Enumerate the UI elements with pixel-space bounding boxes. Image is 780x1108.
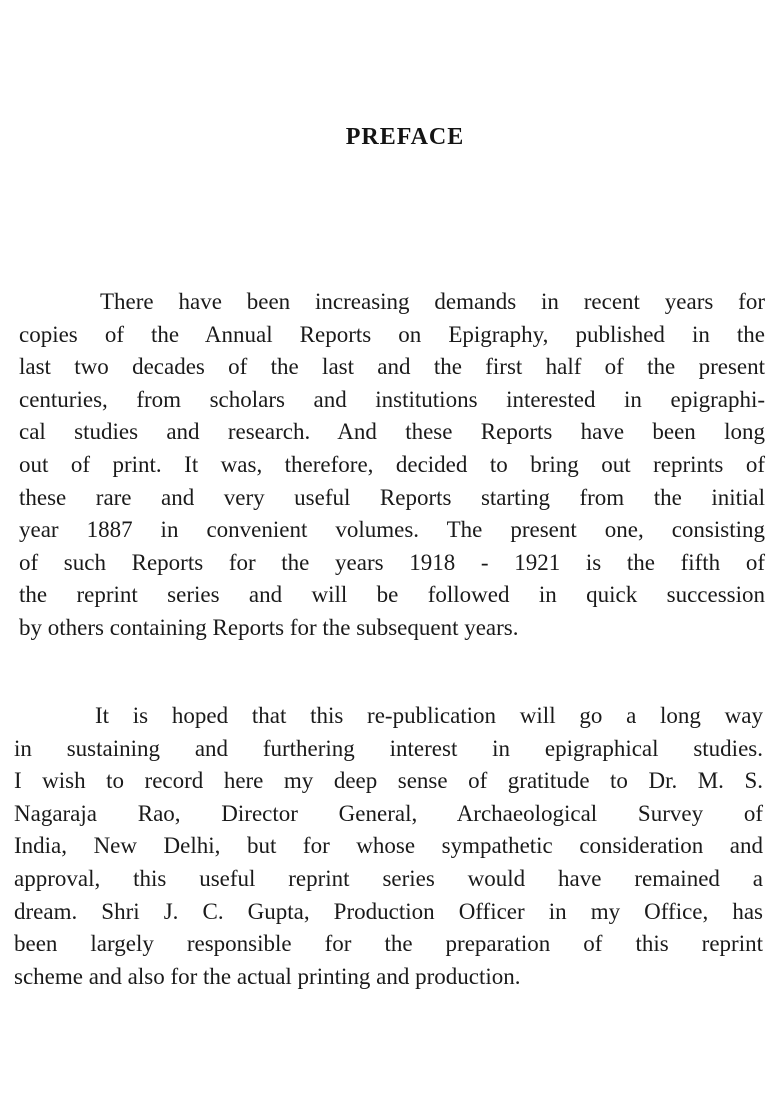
- paragraph-1: [19, 286, 765, 645]
- paragraph-line: Nagaraja Rao, Director General, Archaeological Survey of: [14, 800, 763, 826]
- paragraph-line: approval, this useful reprint series would have remained a: [14, 865, 763, 891]
- paragraph-line: these rare and very useful Reports starting from the initial: [19, 484, 765, 510]
- paragraph-line: year 1887 in convenient volumes. The present one, consisting: [19, 517, 765, 543]
- paragraph-line: centuries, from scholars and institutions interested in epigraphi-: [19, 386, 765, 412]
- paragraph-line: been largely responsible for the preparation of this reprint: [14, 931, 763, 957]
- paragraph-line: the reprint series and will be followed in quick succession: [19, 582, 765, 608]
- paragraph-line: dream. Shri J. C. Gupta, Production Officer in my Office, has: [14, 898, 763, 924]
- paragraph-line: copies of the Annual Reports on Epigraphy, published in the: [19, 321, 765, 347]
- page-title: PREFACE: [345, 124, 465, 151]
- paragraph-line: out of print. It was, therefore, decided to bring out reprints of: [19, 451, 765, 477]
- paragraph-line: in sustaining and furthering interest in epigraphical studies.: [14, 735, 763, 761]
- paragraph-line: There have been increasing demands in recent years for: [100, 289, 765, 314]
- paragraph-line: of such Reports for the years 1918 - 1921 is the fifth of: [19, 549, 765, 575]
- paragraph-line: It is hoped that this re-publication will go a long way: [95, 703, 763, 728]
- paragraph-line: India, New Delhi, but for whose sympathetic consideration and: [14, 833, 763, 859]
- paragraph-2: [14, 700, 763, 993]
- paragraph-line: cal studies and research. And these Reports have been long: [19, 419, 765, 445]
- paragraph-line: last two decades of the last and the first half of the present: [19, 354, 765, 380]
- paragraph-line: I wish to record here my deep sense of gratitude to Dr. M. S.: [14, 768, 763, 794]
- paragraph-line: by others containing Reports for the subsequent years.: [19, 614, 519, 640]
- paragraph-line: scheme and also for the actual printing and production.: [14, 963, 521, 989]
